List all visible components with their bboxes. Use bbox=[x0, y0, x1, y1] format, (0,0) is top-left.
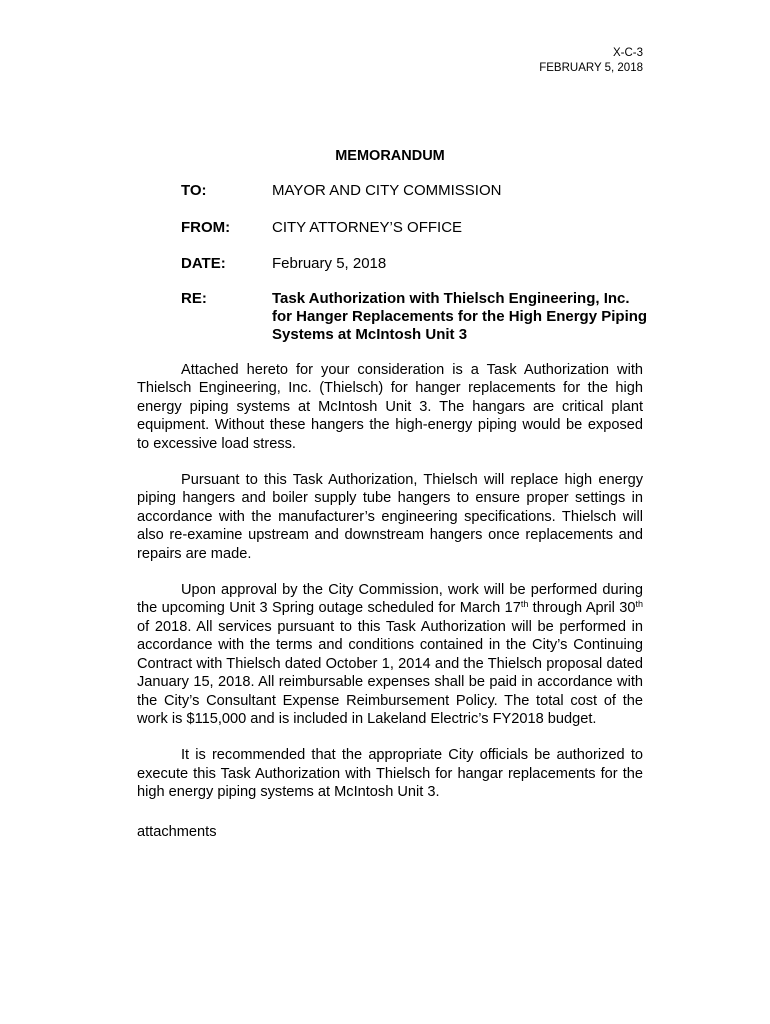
memo-title: MEMORANDUM bbox=[335, 148, 445, 164]
paragraph-1: Attached hereto for your consideration is a Task Authorization with Thielsch Engineering, Inc. (Thielsch) for hanger replacements for the high energy piping systems at McIntosh Unit 3. The hangars are critical plant equipment. Without these hangers the high-energy piping would be exposed to excessive load stress. bbox=[137, 362, 643, 452]
paragraph-3: Upon approval by the City Commission, work will be performed during the upcoming Unit 3 Spring outage scheduled for March 17th through April 30th of 2018. All services pursuant to this Task Authorization will be performed in accordance with the terms and conditions contained in the City’s Continuing Contract with Thielsch dated October 1, 2014 and the Thielsch proposal dated January 15, 2018. All reimbursable expenses shall be paid in accordance with the City’s Consultant Expense Reimbursement Policy. The total cost of the work is $115,000 and is included in Lakeland Electric’s FY2018 budget. bbox=[137, 582, 643, 727]
paragraph-2: Pursuant to this Task Authorization, Thielsch will replace high energy piping hangers and boiler supply tube hangers to ensure proper settings in accordance with the manufacturer’s engineering specifications. Thielsch will also re-examine upstream and downstream hangers once replacements and repairs are made. bbox=[137, 472, 643, 562]
ordinal-suffix: th bbox=[520, 599, 529, 610]
paragraph-4: It is recommended that the appropriate City officials be authorized to execute this Task Authorization with Thielsch for hangar replacements for the high energy piping systems at McIntosh Unit 3. bbox=[137, 747, 643, 801]
memo-body bbox=[137, 361, 643, 802]
header-date: FEBRUARY 5, 2018 bbox=[539, 62, 643, 74]
to-label: TO: bbox=[181, 182, 207, 199]
attachments-note: attachments bbox=[137, 824, 217, 840]
from-label: FROM: bbox=[181, 219, 231, 236]
document-header bbox=[539, 46, 643, 76]
agenda-code: X-C-3 bbox=[612, 47, 643, 59]
to-value: MAYOR AND CITY COMMISSION bbox=[272, 182, 502, 199]
date-value: February 5, 2018 bbox=[272, 255, 387, 272]
re-value: Task Authorization with Thielsch Engineering, Inc. for Hanger Replacements for the High Energy Piping Systems at McIntosh Unit 3 bbox=[272, 290, 648, 343]
re-label: RE: bbox=[181, 290, 207, 307]
date-label: DATE: bbox=[181, 255, 226, 272]
ordinal-suffix: th bbox=[635, 599, 643, 610]
from-value: CITY ATTORNEY’S OFFICE bbox=[272, 219, 463, 236]
